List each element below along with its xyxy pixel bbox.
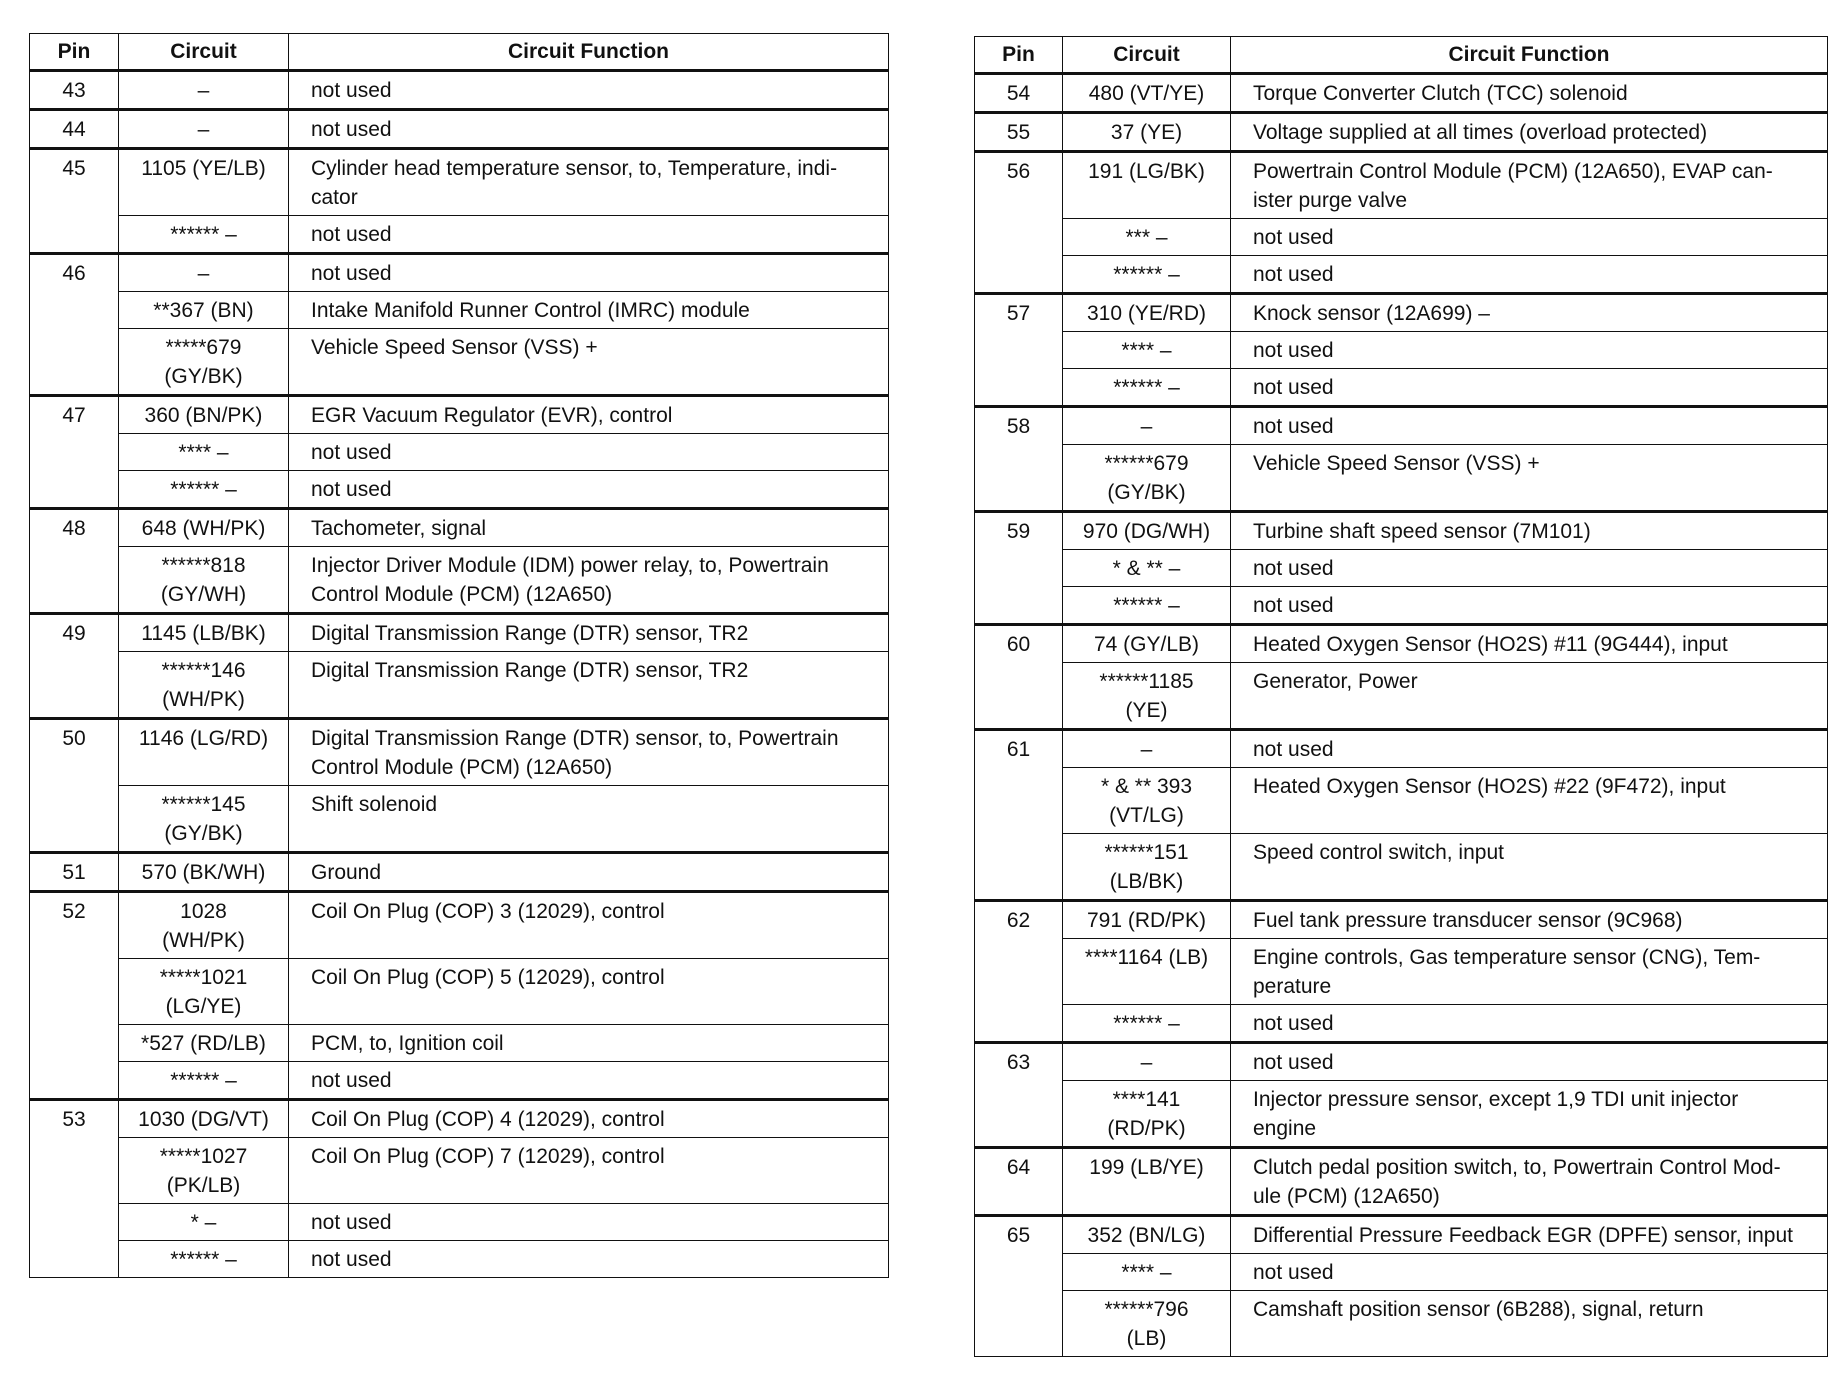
table-row: [975, 834, 1828, 901]
table-row: [30, 1062, 889, 1100]
function-cell: Torque Converter Clutch (TCC) solenoid: [1231, 74, 1828, 113]
table-row: [975, 294, 1828, 332]
circuit-cell: **** –: [1063, 1254, 1231, 1291]
table-row: [975, 1005, 1828, 1043]
table-row: [30, 853, 889, 892]
function-cell: not used: [289, 254, 889, 292]
pin-cell: [975, 1254, 1063, 1291]
function-cell: not used: [289, 216, 889, 254]
table-row: [30, 254, 889, 292]
pin-cell: [30, 1138, 119, 1204]
function-cell: Turbine shaft speed sensor (7M101): [1231, 512, 1828, 550]
function-cell: Vehicle Speed Sensor (VSS) +: [289, 329, 889, 396]
pin-cell: 59: [975, 512, 1063, 550]
circuit-cell: 310 (YE/RD): [1063, 294, 1231, 332]
circuit-cell: ****** –: [119, 216, 289, 254]
table-row: [30, 719, 889, 786]
function-cell: Speed control switch, input: [1231, 834, 1828, 901]
circuit-cell: 360 (BN/PK): [119, 396, 289, 434]
pin-cell: [30, 1204, 119, 1241]
circuit-cell: –: [119, 71, 289, 110]
function-cell: Vehicle Speed Sensor (VSS) +: [1231, 445, 1828, 512]
function-cell: Digital Transmission Range (DTR) sensor, TR2: [289, 614, 889, 652]
function-cell: not used: [1231, 587, 1828, 625]
function-cell: Powertrain Control Module (PCM) (12A650), EVAP can- ister purge valve: [1231, 152, 1828, 219]
table-row: [30, 1241, 889, 1278]
pin-cell: [975, 1081, 1063, 1148]
pin-cell: [975, 939, 1063, 1005]
circuit-cell: 970 (DG/WH): [1063, 512, 1231, 550]
table-row: [30, 1138, 889, 1204]
pin-table-left: [29, 33, 889, 1278]
function-cell: Intake Manifold Runner Control (IMRC) module: [289, 292, 889, 329]
circuit-cell: 199 (LB/YE): [1063, 1148, 1231, 1216]
pin-cell: 54: [975, 74, 1063, 113]
pin-cell: 52: [30, 892, 119, 959]
circuit-cell: 480 (VT/YE): [1063, 74, 1231, 113]
circuit-cell: 1146 (LG/RD): [119, 719, 289, 786]
circuit-cell: ******796 (LB): [1063, 1291, 1231, 1357]
function-cell: Clutch pedal position switch, to, Powertrain Control Mod- ule (PCM) (12A650): [1231, 1148, 1828, 1216]
function-cell: Coil On Plug (COP) 5 (12029), control: [289, 959, 889, 1025]
table-row: [30, 959, 889, 1025]
circuit-cell: ****1164 (LB): [1063, 939, 1231, 1005]
function-cell: Heated Oxygen Sensor (HO2S) #11 (9G444), input: [1231, 625, 1828, 663]
table-row: [975, 1081, 1828, 1148]
table-row: [975, 730, 1828, 768]
pin-cell: 43: [30, 71, 119, 110]
pin-cell: 64: [975, 1148, 1063, 1216]
table-row: [975, 1254, 1828, 1291]
pin-cell: [975, 369, 1063, 407]
function-cell: Shift solenoid: [289, 786, 889, 853]
circuit-cell: ****** –: [1063, 369, 1231, 407]
table-row: [975, 625, 1828, 663]
pin-cell: [975, 1005, 1063, 1043]
pin-cell: 51: [30, 853, 119, 892]
circuit-cell: ****** –: [1063, 256, 1231, 294]
function-cell: Camshaft position sensor (6B288), signal, return: [1231, 1291, 1828, 1357]
pin-cell: [30, 1241, 119, 1278]
function-cell: not used: [289, 110, 889, 149]
table-body: [30, 71, 889, 1278]
function-cell: not used: [1231, 332, 1828, 369]
circuit-cell: *** –: [1063, 219, 1231, 256]
table-row: [30, 149, 889, 216]
pin-cell: [30, 652, 119, 719]
function-cell: not used: [1231, 407, 1828, 445]
function-cell: PCM, to, Ignition coil: [289, 1025, 889, 1062]
circuit-cell: 1145 (LB/BK): [119, 614, 289, 652]
circuit-cell: **** –: [119, 434, 289, 471]
circuit-cell: *****679 (GY/BK): [119, 329, 289, 396]
function-cell: not used: [1231, 219, 1828, 256]
circuit-cell: 1105 (YE/LB): [119, 149, 289, 216]
pin-cell: [30, 547, 119, 614]
circuit-cell: ****** –: [119, 1241, 289, 1278]
circuit-cell: ****** –: [1063, 1005, 1231, 1043]
circuit-cell: –: [1063, 730, 1231, 768]
function-cell: not used: [289, 1062, 889, 1100]
pin-cell: [975, 445, 1063, 512]
circuit-cell: ****** –: [119, 1062, 289, 1100]
table-row: [30, 434, 889, 471]
circuit-cell: **367 (BN): [119, 292, 289, 329]
pin-cell: [975, 332, 1063, 369]
table-row: [30, 329, 889, 396]
circuit-cell: *527 (RD/LB): [119, 1025, 289, 1062]
pin-header: Pin: [30, 34, 119, 71]
table-row: [975, 1043, 1828, 1081]
pin-cell: 58: [975, 407, 1063, 445]
table-row: [975, 407, 1828, 445]
table-row: [975, 445, 1828, 512]
function-cell: Knock sensor (12A699) –: [1231, 294, 1828, 332]
pin-cell: [975, 768, 1063, 834]
function-cell: EGR Vacuum Regulator (EVR), control: [289, 396, 889, 434]
pin-cell: 48: [30, 509, 119, 547]
circuit-cell: ******146 (WH/PK): [119, 652, 289, 719]
pin-cell: [30, 329, 119, 396]
function-cell: not used: [289, 471, 889, 509]
table-row: [975, 74, 1828, 113]
pin-cell: [975, 1291, 1063, 1357]
pin-cell: [975, 550, 1063, 587]
pin-cell: 44: [30, 110, 119, 149]
circuit-cell: 648 (WH/PK): [119, 509, 289, 547]
table-row: [30, 614, 889, 652]
circuit-cell: 570 (BK/WH): [119, 853, 289, 892]
table-row: [975, 369, 1828, 407]
table-row: [975, 663, 1828, 730]
function-cell: not used: [1231, 730, 1828, 768]
table-row: [975, 512, 1828, 550]
function-cell: Ground: [289, 853, 889, 892]
table-row: [975, 768, 1828, 834]
table-row: [30, 1100, 889, 1138]
circuit-cell: –: [119, 110, 289, 149]
pin-table-right: [974, 36, 1828, 1357]
pin-cell: [30, 216, 119, 254]
pin-cell: [30, 786, 119, 853]
function-cell: Injector Driver Module (IDM) power relay, to, Powertrain Control Module (PCM) (12A650): [289, 547, 889, 614]
circuit-header: Circuit: [1063, 37, 1231, 74]
circuit-cell: ******818 (GY/WH): [119, 547, 289, 614]
pin-header: Pin: [975, 37, 1063, 74]
pin-cell: 56: [975, 152, 1063, 219]
function-cell: Voltage supplied at all times (overload protected): [1231, 113, 1828, 152]
pin-cell: 45: [30, 149, 119, 216]
table-row: [975, 550, 1828, 587]
table-header-row: [30, 34, 889, 71]
circuit-cell: 74 (GY/LB): [1063, 625, 1231, 663]
table-row: [30, 1204, 889, 1241]
table-row: [30, 652, 889, 719]
table-row: [975, 901, 1828, 939]
function-cell: not used: [1231, 1005, 1828, 1043]
function-cell: not used: [289, 434, 889, 471]
function-cell: Tachometer, signal: [289, 509, 889, 547]
function-cell: Differential Pressure Feedback EGR (DPFE) sensor, input: [1231, 1216, 1828, 1254]
pin-cell: 47: [30, 396, 119, 434]
circuit-cell: 37 (YE): [1063, 113, 1231, 152]
pin-cell: [975, 256, 1063, 294]
pin-cell: [30, 1062, 119, 1100]
table-row: [975, 1291, 1828, 1357]
pin-cell: 63: [975, 1043, 1063, 1081]
pin-cell: 65: [975, 1216, 1063, 1254]
table-row: [30, 396, 889, 434]
table-row: [975, 256, 1828, 294]
circuit-cell: ****141 (RD/PK): [1063, 1081, 1231, 1148]
table-row: [975, 1148, 1828, 1216]
pin-cell: [975, 834, 1063, 901]
pin-cell: 60: [975, 625, 1063, 663]
pin-cell: [30, 1025, 119, 1062]
function-cell: Digital Transmission Range (DTR) sensor, TR2: [289, 652, 889, 719]
circuit-cell: 1030 (DG/VT): [119, 1100, 289, 1138]
circuit-cell: –: [119, 254, 289, 292]
circuit-cell: –: [1063, 1043, 1231, 1081]
table-row: [30, 786, 889, 853]
pin-cell: [30, 434, 119, 471]
table-row: [30, 1025, 889, 1062]
function-cell: not used: [1231, 550, 1828, 587]
circuit-cell: 352 (BN/LG): [1063, 1216, 1231, 1254]
circuit-header: Circuit: [119, 34, 289, 71]
circuit-cell: ******1185 (YE): [1063, 663, 1231, 730]
table-row: [975, 939, 1828, 1005]
function-header: Circuit Function: [289, 34, 889, 71]
function-cell: not used: [1231, 369, 1828, 407]
pin-cell: 46: [30, 254, 119, 292]
pin-cell: 62: [975, 901, 1063, 939]
table-row: [975, 587, 1828, 625]
circuit-cell: 791 (RD/PK): [1063, 901, 1231, 939]
pin-cell: 61: [975, 730, 1063, 768]
table-row: [30, 471, 889, 509]
pin-cell: 50: [30, 719, 119, 786]
table-row: [975, 1216, 1828, 1254]
table-row: [30, 892, 889, 959]
function-cell: not used: [1231, 1254, 1828, 1291]
table-row: [975, 113, 1828, 152]
circuit-cell: * & ** 393 (VT/LG): [1063, 768, 1231, 834]
pin-cell: 49: [30, 614, 119, 652]
table-row: [975, 332, 1828, 369]
function-cell: Engine controls, Gas temperature sensor (CNG), Tem- perature: [1231, 939, 1828, 1005]
pin-cell: 55: [975, 113, 1063, 152]
function-cell: Generator, Power: [1231, 663, 1828, 730]
pin-cell: [30, 292, 119, 329]
function-cell: Digital Transmission Range (DTR) sensor, to, Powertrain Control Module (PCM) (12A650): [289, 719, 889, 786]
table-row: [30, 509, 889, 547]
circuit-cell: ****** –: [1063, 587, 1231, 625]
table-row: [30, 547, 889, 614]
pin-cell: [975, 219, 1063, 256]
function-cell: not used: [289, 1241, 889, 1278]
function-header: Circuit Function: [1231, 37, 1828, 74]
function-cell: not used: [289, 1204, 889, 1241]
table-header-row: [975, 37, 1828, 74]
table-row: [975, 219, 1828, 256]
function-cell: Heated Oxygen Sensor (HO2S) #22 (9F472), input: [1231, 768, 1828, 834]
circuit-cell: ******679 (GY/BK): [1063, 445, 1231, 512]
table-row: [30, 71, 889, 110]
table-row: [30, 110, 889, 149]
function-cell: Fuel tank pressure transducer sensor (9C968): [1231, 901, 1828, 939]
function-cell: not used: [1231, 1043, 1828, 1081]
circuit-cell: 191 (LG/BK): [1063, 152, 1231, 219]
table-row: [975, 152, 1828, 219]
table-body: [975, 74, 1828, 1357]
function-cell: Coil On Plug (COP) 3 (12029), control: [289, 892, 889, 959]
circuit-cell: * & ** –: [1063, 550, 1231, 587]
circuit-cell: ******145 (GY/BK): [119, 786, 289, 853]
function-cell: Cylinder head temperature sensor, to, Temperature, indi- cator: [289, 149, 889, 216]
function-cell: Injector pressure sensor, except 1,9 TDI unit injector engine: [1231, 1081, 1828, 1148]
circuit-cell: *****1027 (PK/LB): [119, 1138, 289, 1204]
circuit-cell: ******151 (LB/BK): [1063, 834, 1231, 901]
pin-cell: 53: [30, 1100, 119, 1138]
table-row: [30, 216, 889, 254]
function-cell: not used: [1231, 256, 1828, 294]
circuit-cell: **** –: [1063, 332, 1231, 369]
pin-cell: [975, 587, 1063, 625]
circuit-cell: –: [1063, 407, 1231, 445]
circuit-cell: * –: [119, 1204, 289, 1241]
pin-cell: [30, 959, 119, 1025]
pin-cell: [30, 471, 119, 509]
circuit-cell: ****** –: [119, 471, 289, 509]
circuit-cell: *****1021 (LG/YE): [119, 959, 289, 1025]
table-row: [30, 292, 889, 329]
function-cell: not used: [289, 71, 889, 110]
pin-cell: [975, 663, 1063, 730]
circuit-cell: 1028 (WH/PK): [119, 892, 289, 959]
function-cell: Coil On Plug (COP) 7 (12029), control: [289, 1138, 889, 1204]
pin-cell: 57: [975, 294, 1063, 332]
function-cell: Coil On Plug (COP) 4 (12029), control: [289, 1100, 889, 1138]
